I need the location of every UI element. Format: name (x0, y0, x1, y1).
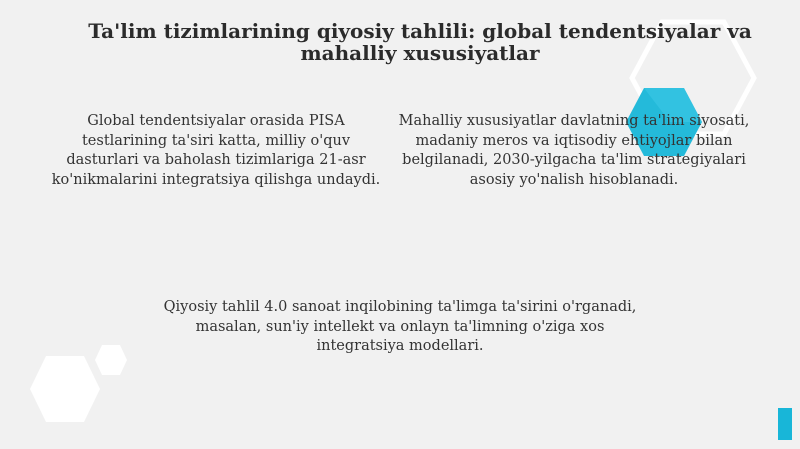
paragraph-global-trends: Global tendentsiyalar orasida PISA testlarining ta'siri katta, milliy o'quv dasturlari va baholash tizimlariga 21-asr ko'nikmalarini integratsiya qilishga undaydi. (51, 113, 381, 188)
hexagon-white-large-icon (28, 354, 102, 424)
paragraph-local-features: Mahalliy xususiyatlar davlatning ta'lim siyosati, madaniy meros va iqtisodiy ehtiyojlar bilan belgilanadi, 2030-yilgacha ta'lim strategiyalari asosiy yo'nalish hisoblanadi. (398, 113, 750, 188)
slide-title: Ta'lim tizimlarining qiyosiy tahlili: global tendentsiyalar va mahalliy xususiyatlar (88, 19, 752, 65)
paragraph-comparative-analysis: Qiyosiy tahlil 4.0 sanoat inqilobining ta'limga ta'sirini o'rganadi, masalan, sun'iy intellekt va onlayn ta'limning o'ziga xos integratsiya modellari. (163, 299, 637, 354)
accent-bar (778, 408, 792, 440)
hexagon-white-small-icon (94, 344, 128, 376)
